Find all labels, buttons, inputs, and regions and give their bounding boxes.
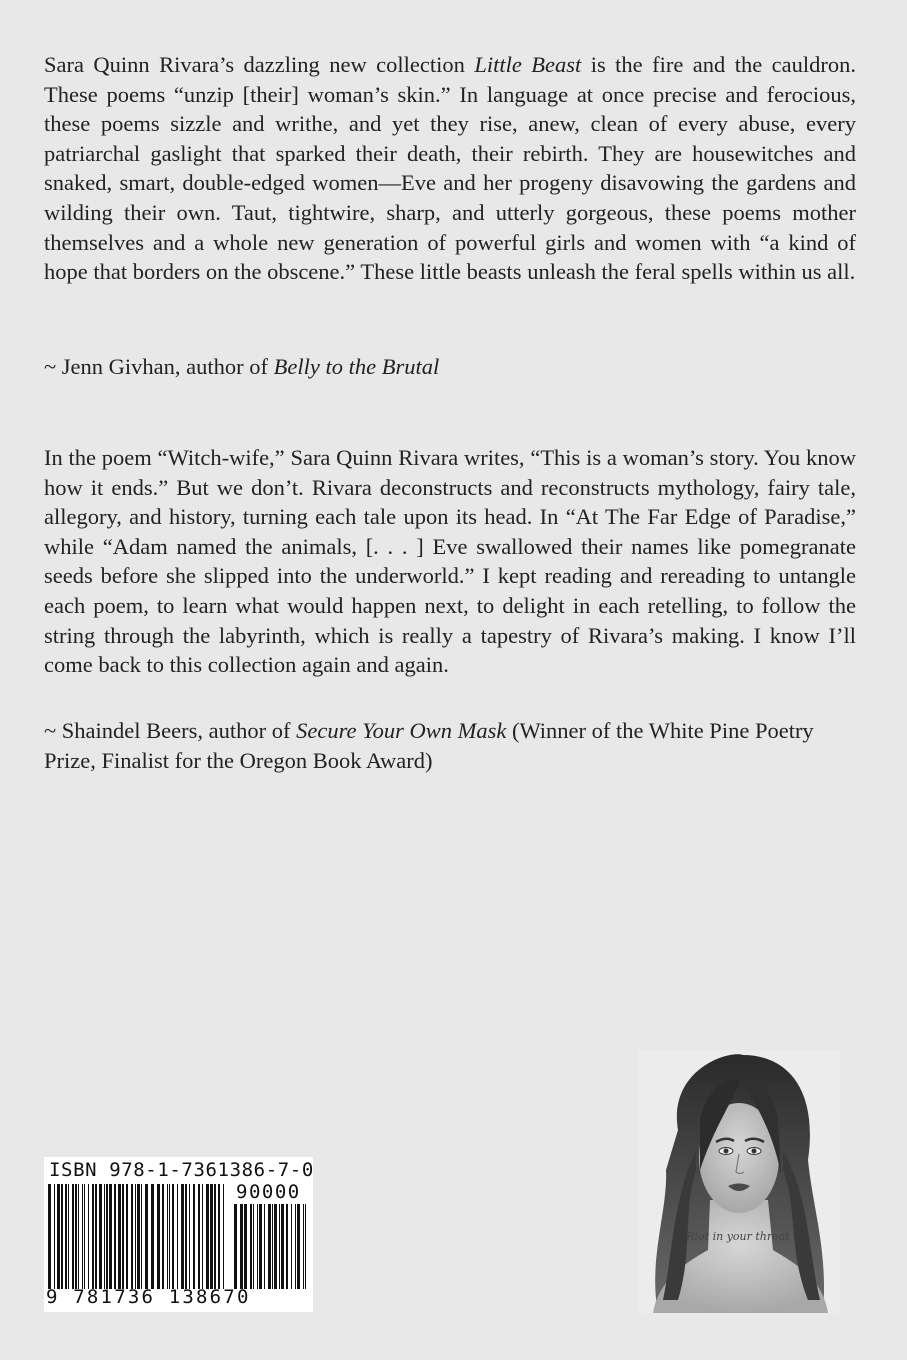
barcode-bar (218, 1184, 220, 1289)
addon-barcode-bars (234, 1204, 306, 1289)
barcode-bar (250, 1204, 252, 1289)
barcode-bar (54, 1184, 55, 1289)
barcode-bar (104, 1184, 105, 1289)
barcode-bar (214, 1184, 216, 1289)
barcode-bar (82, 1184, 83, 1289)
barcode-bar (303, 1204, 304, 1289)
blurb-1-text-start: Sara Quinn Rivara’s dazzling new collection (44, 52, 475, 77)
barcode-bar (84, 1184, 85, 1289)
woman-portrait-image (638, 1050, 840, 1313)
barcode-bar (240, 1204, 243, 1289)
isbn-digits: 9 781736 138670 (46, 1286, 251, 1308)
barcode-bar (206, 1184, 209, 1289)
barcode-bar (223, 1184, 224, 1289)
barcode-bar (131, 1184, 133, 1289)
barcode-bar (141, 1184, 142, 1289)
barcode-bar (264, 1204, 265, 1289)
barcode-bar (61, 1184, 63, 1289)
barcode-bar (198, 1184, 200, 1289)
barcode-bar (68, 1184, 69, 1289)
barcode-bar (135, 1184, 136, 1289)
barcode-bar (295, 1204, 296, 1289)
barcode-bar (122, 1184, 124, 1289)
barcode-bar (286, 1204, 288, 1289)
portrait-illustration (638, 1050, 840, 1313)
barcode-bar (75, 1184, 77, 1289)
barcode-bar (281, 1204, 284, 1289)
tattoo-script: Riot in your throat (686, 1230, 790, 1243)
barcode-bar (109, 1184, 112, 1289)
barcode-bar (185, 1184, 187, 1289)
barcode-bar (189, 1184, 190, 1289)
attribution-2-prefix: ~ Shaindel Beers, author of (44, 718, 297, 743)
barcode-bar (193, 1184, 195, 1289)
barcode-bar (78, 1184, 79, 1289)
barcode-bar (181, 1184, 184, 1289)
barcode-bar (297, 1204, 300, 1289)
blurb-2-text: In the poem “Witch-wife,” Sara Quinn Rivara writes, “This is a woman’s story. You know how it ends.” But we don’t. Rivara deconstructs and reconstructs mythology, fairy tale, allegory, and history, turning each tale upon its head. In “At The Far Edge of Paradise,” while “Adam named the animals, [. . . ] Eve swallowed their names like pomegranate seeds before she slipped into the underworld.” I kept reading and rereading to untangle each poem, to learn what would happen next, to delight in each retelling, to follow the string through the labyrinth, which is really a tapestry of Rivara’s making. I know I’ll come back to this collection again and again. (44, 445, 856, 678)
barcode-bar (151, 1184, 154, 1289)
barcode-bar (234, 1204, 237, 1289)
barcode-bar (272, 1204, 273, 1289)
barcode-bar (65, 1184, 67, 1289)
attribution-2-suffix: (Winner of the White Pine Poetry Prize, Finalist for the Oregon Book Award) (44, 718, 814, 773)
barcode-bar (157, 1184, 160, 1289)
barcode-bar (48, 1184, 51, 1289)
barcode-bar (279, 1204, 280, 1289)
barcode-bar (126, 1184, 128, 1289)
attribution-1 (44, 352, 856, 382)
barcode-bar (274, 1204, 277, 1289)
barcode-bar (72, 1184, 74, 1289)
barcode-bar (291, 1204, 292, 1289)
isbn-label: ISBN 978-1-7361386-7-0 (49, 1159, 314, 1181)
barcode-bar (259, 1204, 262, 1289)
barcode-bar (88, 1184, 89, 1289)
book-title-little-beast: Little Beast (474, 52, 582, 77)
barcode-bar (167, 1184, 168, 1289)
barcode-bar (305, 1204, 306, 1289)
blurb-paragraph-2 (44, 443, 856, 680)
barcode-bar (257, 1204, 258, 1289)
barcode-bar (162, 1184, 164, 1289)
barcode-bar (114, 1184, 116, 1289)
barcode-bar (106, 1184, 108, 1289)
attribution-2-book: Secure Your Own Mask (296, 718, 507, 743)
barcode-bar (244, 1204, 247, 1289)
barcode-bar (169, 1184, 170, 1289)
barcode-bar (177, 1184, 178, 1289)
barcode-bar (99, 1184, 102, 1289)
barcode-bar (202, 1184, 203, 1289)
barcode-bars (48, 1184, 226, 1289)
barcode-bar (145, 1184, 148, 1289)
attribution-1-prefix: ~ Jenn Givhan, author of (44, 354, 274, 379)
barcode-bar (118, 1184, 121, 1289)
barcode-bar (268, 1204, 271, 1289)
barcode-bar (57, 1184, 60, 1289)
attribution-1-book: Belly to the Brutal (273, 354, 440, 379)
price-code: 90000 (236, 1181, 301, 1203)
blurb-1-text-rest: is the fire and the cauldron. These poems “unzip [their] woman’s skin.” In language at once precise and ferocious, these poems sizzle and writhe, and yet they rise, anew, clean of every abuse, every patriarchal gaslight that sparked their death, their rebirth. They are housewitches and snaked, smart, double-edged women—Eve and her progeny disavowing the gardens and wilding their own. Taut, tightwire, sharp, and utterly gorgeous, these poems mother themselves and a whole new generation of powerful girls and women with “a kind of hope that borders on the obscene.” These little beasts unleash the feral spells within us all. (44, 52, 857, 285)
attribution-2 (44, 716, 856, 775)
barcode-bar (172, 1184, 174, 1289)
barcode-bar (253, 1204, 254, 1289)
barcode-bar (137, 1184, 140, 1289)
barcode-bar (92, 1184, 94, 1289)
barcode-bar (95, 1184, 97, 1289)
isbn-barcode (44, 1157, 313, 1312)
blurb-paragraph-1 (44, 50, 856, 287)
barcode-bar (210, 1184, 213, 1289)
